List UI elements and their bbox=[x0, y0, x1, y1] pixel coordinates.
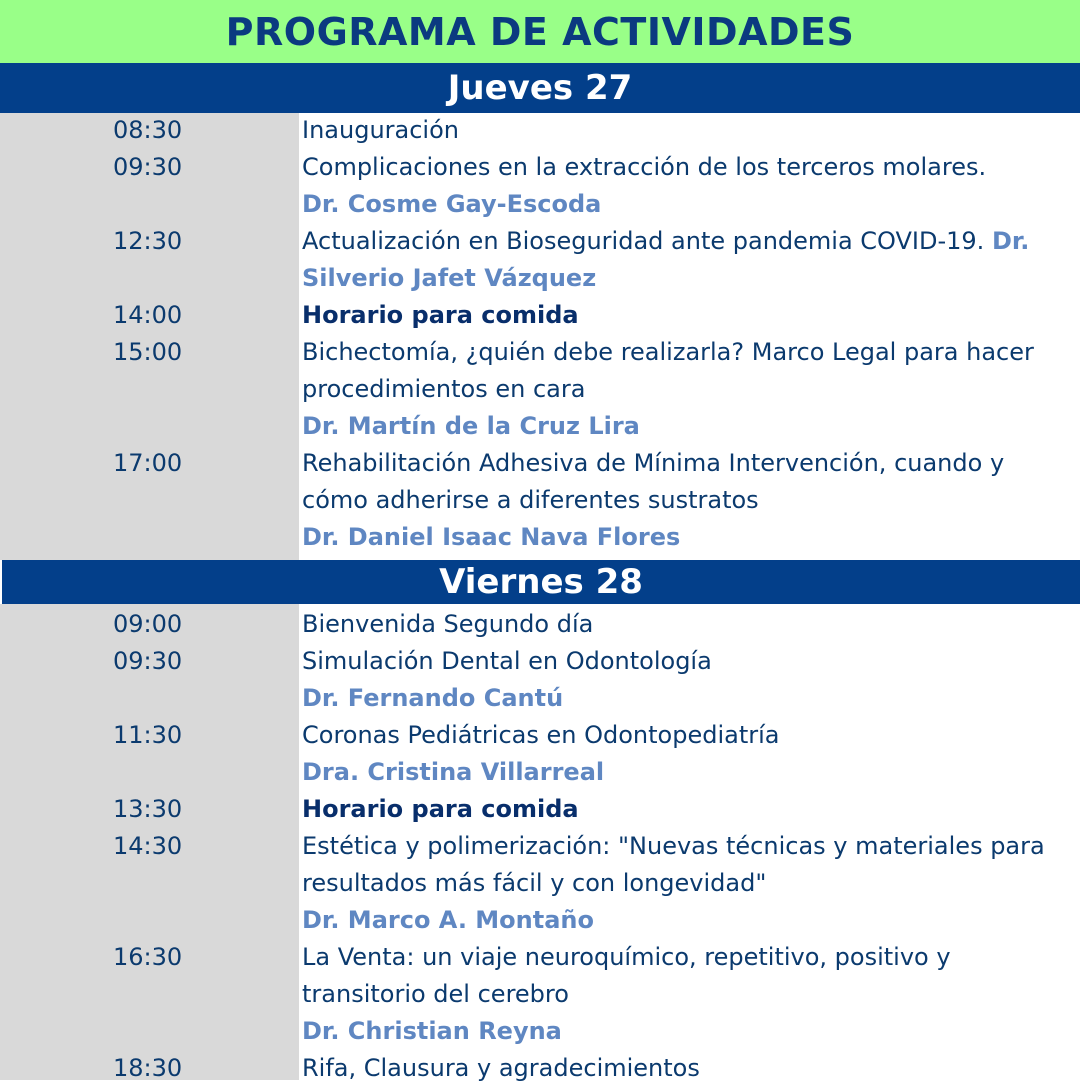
schedule-line bbox=[0, 717, 1080, 754]
activity-segment: Estética y polimerización: "Nuevas técnicas y materiales para bbox=[302, 832, 1045, 860]
time-label: 11:30 bbox=[113, 721, 183, 749]
activity-text bbox=[302, 976, 569, 1013]
schedule-line bbox=[0, 606, 1080, 643]
speaker-name: Dr. Daniel Isaac Nava Flores bbox=[302, 523, 681, 551]
activity-text bbox=[302, 519, 680, 556]
time-label: 14:30 bbox=[113, 832, 183, 860]
day-label: Jueves 27 bbox=[447, 68, 633, 108]
schedule-line bbox=[0, 223, 1080, 260]
schedule-line bbox=[0, 260, 1080, 297]
day-header-friday bbox=[2, 560, 1080, 604]
schedule-line bbox=[0, 791, 1080, 828]
schedule-line bbox=[0, 643, 1080, 680]
activity-text bbox=[302, 828, 1045, 865]
activity-segment: Horario para comida bbox=[302, 301, 579, 329]
speaker-name: Dr. Fernando Cantú bbox=[302, 684, 564, 712]
schedule-line bbox=[0, 149, 1080, 186]
activity-text bbox=[302, 297, 579, 334]
activity-segment: Rehabilitación Adhesiva de Mínima Intervención, cuando y bbox=[302, 449, 1005, 477]
activity-text bbox=[302, 408, 640, 445]
activity-text bbox=[302, 865, 766, 902]
activity-segment: procedimientos en cara bbox=[302, 375, 586, 403]
activity-text bbox=[302, 939, 951, 976]
activity-text bbox=[302, 482, 759, 519]
activity-segment: Inauguración bbox=[302, 116, 459, 144]
schedule-line bbox=[0, 186, 1080, 223]
speaker-name: Dra. Cristina Villarreal bbox=[302, 758, 605, 786]
program-title: PROGRAMA DE ACTIVIDADES bbox=[225, 9, 855, 54]
speaker-name: Dr. Cosme Gay-Escoda bbox=[302, 190, 602, 218]
activity-segment: Rifa, Clausura y agradecimientos bbox=[302, 1054, 700, 1082]
program-title-bar bbox=[0, 0, 1080, 63]
activity-text bbox=[302, 1013, 562, 1050]
day-label: Viernes 28 bbox=[439, 562, 643, 602]
time-label: 16:30 bbox=[113, 943, 183, 971]
activity-text bbox=[302, 902, 594, 939]
schedule-line bbox=[0, 754, 1080, 791]
activity-segment: Actualización en Bioseguridad ante pandemia COVID-19. bbox=[302, 227, 992, 255]
schedule-line bbox=[0, 445, 1080, 482]
activity-text bbox=[302, 334, 1034, 371]
schedule-thursday bbox=[0, 112, 1080, 556]
activity-segment: Bichectomía, ¿quién debe realizarla? Marco Legal para hacer bbox=[302, 338, 1034, 366]
speaker-name: Dr. Marco A. Montaño bbox=[302, 906, 594, 934]
activity-segment: Complicaciones en la extracción de los terceros molares. bbox=[302, 153, 987, 181]
activity-segment: La Venta: un viaje neuroquímico, repetitivo, positivo y bbox=[302, 943, 951, 971]
time-label: 18:30 bbox=[113, 1054, 183, 1082]
activity-text bbox=[302, 445, 1004, 482]
activity-text bbox=[302, 223, 1029, 260]
schedule-line bbox=[0, 1050, 1080, 1087]
time-label: 09:30 bbox=[113, 153, 183, 181]
activity-segment: resultados más fácil y con longevidad" bbox=[302, 869, 767, 897]
activity-text bbox=[302, 371, 585, 408]
day-header-thursday bbox=[0, 63, 1080, 113]
time-label: 12:30 bbox=[113, 227, 183, 255]
schedule-line bbox=[0, 1013, 1080, 1050]
activity-text bbox=[302, 754, 604, 791]
speaker-name: Silverio Jafet Vázquez bbox=[302, 264, 597, 292]
activity-segment: transitorio del cerebro bbox=[302, 980, 569, 1008]
activity-segment: Horario para comida bbox=[302, 795, 579, 823]
schedule-line bbox=[0, 828, 1080, 865]
speaker-name: Dr. bbox=[991, 227, 1030, 255]
time-label: 15:00 bbox=[113, 338, 183, 366]
activity-text bbox=[302, 643, 712, 680]
time-label: 09:30 bbox=[113, 647, 183, 675]
schedule-line bbox=[0, 297, 1080, 334]
activity-segment: Bienvenida Segundo día bbox=[302, 610, 594, 638]
activity-text bbox=[302, 112, 459, 149]
speaker-name: Dr. Martín de la Cruz Lira bbox=[302, 412, 640, 440]
schedule-line bbox=[0, 371, 1080, 408]
schedule-line bbox=[0, 865, 1080, 902]
activity-text bbox=[302, 260, 596, 297]
activity-text bbox=[302, 149, 986, 186]
activity-text bbox=[302, 717, 779, 754]
schedule-line bbox=[0, 482, 1080, 519]
activity-text bbox=[302, 680, 563, 717]
speaker-name: Dr. Christian Reyna bbox=[302, 1017, 562, 1045]
schedule-line bbox=[0, 939, 1080, 976]
schedule-line bbox=[0, 519, 1080, 556]
time-label: 14:00 bbox=[113, 301, 183, 329]
schedule-line bbox=[0, 976, 1080, 1013]
activity-segment: Simulación Dental en Odontología bbox=[302, 647, 712, 675]
schedule-line bbox=[0, 112, 1080, 149]
activity-segment: Coronas Pediátricas en Odontopediatría bbox=[302, 721, 780, 749]
activity-text bbox=[302, 186, 601, 223]
schedule-friday bbox=[0, 606, 1080, 1087]
schedule-line bbox=[0, 902, 1080, 939]
schedule-line bbox=[0, 334, 1080, 371]
activity-segment: cómo adherirse a diferentes sustratos bbox=[302, 486, 759, 514]
schedule-line bbox=[0, 680, 1080, 717]
activity-text bbox=[302, 606, 593, 643]
activity-text bbox=[302, 791, 579, 828]
time-label: 13:30 bbox=[113, 795, 183, 823]
activity-text bbox=[302, 1050, 700, 1087]
schedule-line bbox=[0, 408, 1080, 445]
time-label: 09:00 bbox=[113, 610, 183, 638]
time-label: 08:30 bbox=[113, 116, 183, 144]
time-label: 17:00 bbox=[113, 449, 183, 477]
